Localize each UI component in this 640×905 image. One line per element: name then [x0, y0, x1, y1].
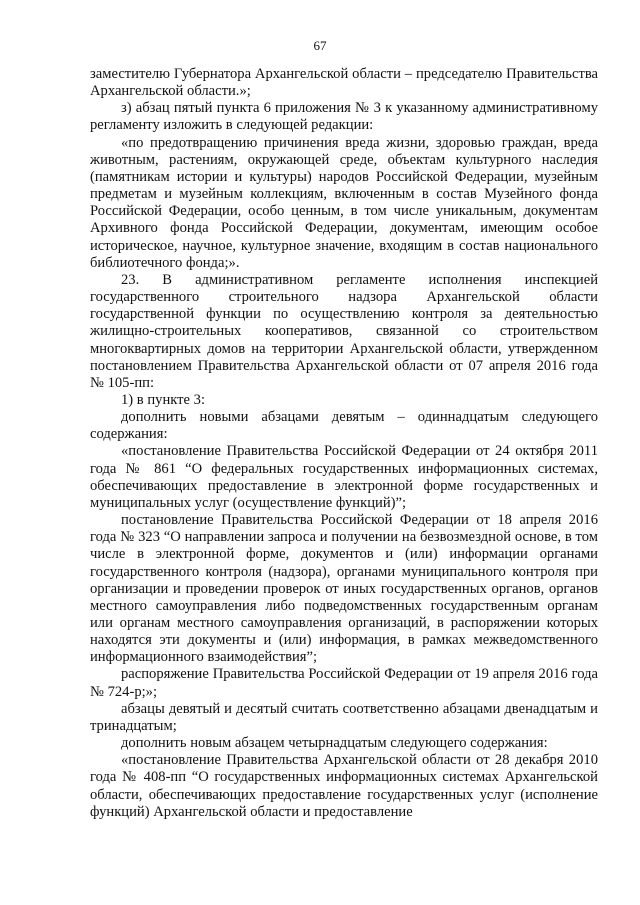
page-number: 67: [313, 38, 327, 53]
document-body: [90, 66, 598, 821]
paragraph-section-23: 23. В административном регламенте исполнения инспекцией государственного строительного надзора Архангельской области государственной функции по осуществлению контроля за деятельностью жилищно-строительных кооперативов, связанной со строительством многоквартирных домов на территории Архангельской области, утвержденном постановлением Правительства Архангельской области от 07 апреля 2016 года № 105-пп:: [90, 271, 598, 391]
paragraph-decree-408: «постановление Правительства Архангельской области от 28 декабря 2010 года № 408-пп “О государственных информационных системах Архангельской области, обеспечивающих предоставление государственных услуг (исполнение функций) Архангельской области и предоставление: [90, 752, 598, 820]
paragraph-item-1: 1) в пункте 3:: [121, 391, 206, 408]
paragraph-add-clauses: дополнить новыми абзацами девятым – одиннадцатым следующего содержания:: [90, 409, 598, 443]
paragraph-decree-323: постановление Правительства Российской Федерации от 18 апреля 2016 года № 323 “О направлении запроса и получении на безвозмездной основе, в том числе в электронной форме, документов и (или) информации органами государственного контроля (надзора), органами муниципального контроля при организации и проведении проверок от иных государственных органов, органов местного самоуправления либо подведомственных государственным органам или органам местного самоуправления организаций, в распоряжении которых находятся эти документы и (или) информация, в рамках межведомственного информационного взаимодействия”;: [90, 512, 598, 666]
paragraph-continuation: заместителю Губернатора Архангельской области – председателю Правительства Архангельской области.»;: [90, 66, 598, 100]
paragraph-order-724: распоряжение Правительства Российской Федерации от 19 апреля 2016 года № 724-р;»;: [90, 666, 598, 700]
paragraph-add-clause-14: дополнить новым абзацем четырнадцатым следующего содержания:: [121, 735, 548, 752]
paragraph-item-z: з) абзац пятый пункта 6 приложения № 3 к указанному административному регламенту изложить в следующей редакции:: [90, 100, 598, 134]
paragraph-decree-861: «постановление Правительства Российской Федерации от 24 октября 2011 года № 861 “О федеральных государственных информационных системах, обеспечивающих предоставление в электронной форме государственных и муниципальных услуг (осуществление функций)”;: [90, 443, 598, 511]
paragraph-renumber: абзацы девятый и десятый считать соответственно абзацами двенадцатым и тринадцатым;: [90, 700, 598, 734]
paragraph-quoted-text: «по предотвращению причинения вреда жизни, здоровью граждан, вреда животным, растениям, окружающей среде, объектам культурного наследия (памятникам истории и культуры) народов Российской Федерации, музейным предметам и музейным коллекциям, включенным в состав Музейного фонда Российской Федерации, особо ценным, в том числе уникальным, документам Архивного фонда Российской Федерации, документам, имеющим особое историческое, научное, культурное значение, входящим в состав национального библиотечного фонда;».: [90, 134, 598, 271]
